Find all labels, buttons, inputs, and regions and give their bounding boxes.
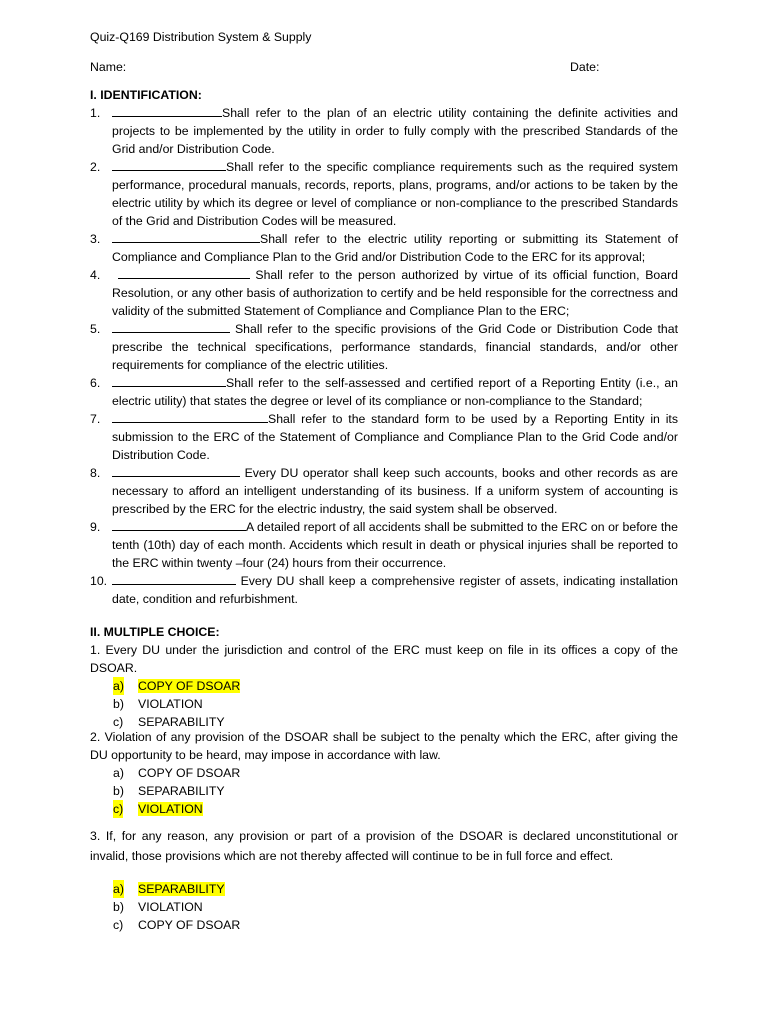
item-text: A detailed report of all accidents shall be submitted to the ERC on or before the tenth (10th) day of each month. Accidents which result in death or physical injuries shall be reported to the ERC within twenty –four (24) hours from their occurrence. <box>112 520 678 570</box>
page-title: Quiz-Q169 Distribution System & Supply <box>90 30 312 44</box>
question-text: 2. Violation of any provision of the DSOAR shall be subject to the penalty which the ERC, after giving the DU opportunity to be heard, may impose in accordance with law. <box>90 730 678 762</box>
identification-item <box>90 320 678 374</box>
option-label: COPY OF DSOAR <box>138 918 241 932</box>
mc-question <box>90 641 678 731</box>
identification-item <box>90 518 678 572</box>
option-label: SEPARABILITY <box>138 882 225 896</box>
option-label: SEPARABILITY <box>138 715 225 729</box>
option-label: VIOLATION <box>138 802 203 816</box>
item-text: Every DU shall keep a comprehensive register of assets, indicating installation date, condition and refurbishment. <box>112 574 678 606</box>
item-number: 2. <box>90 160 101 174</box>
item-number: 1. <box>90 106 101 120</box>
multiple-choice-heading: II. MULTIPLE CHOICE: <box>90 625 220 639</box>
answer-blank <box>118 266 250 279</box>
option-letter: c) <box>113 802 124 816</box>
answer-blank <box>112 464 240 477</box>
item-number: 10. <box>90 574 108 588</box>
identification-item <box>90 266 678 320</box>
answer-blank <box>112 158 226 171</box>
question-text: 1. Every DU under the jurisdiction and control of the ERC must keep on file in its offices a copy of the DSOAR. <box>90 643 678 675</box>
answer-blank <box>112 230 260 243</box>
item-text: Shall refer to the specific compliance requirements such as the required system performance, procedural manuals, records, reports, plans, programs, and/or actions to be taken by the electric utility by which its degree or level of compliance or non-compliance to the prescribed Standards of the Grid and Distribution Codes will be measured. <box>112 160 678 228</box>
option-c <box>90 916 678 934</box>
mc-question <box>90 826 678 934</box>
identification-item <box>90 158 678 230</box>
identification-item <box>90 464 678 518</box>
item-number: 9. <box>90 520 101 534</box>
option-b <box>90 782 678 800</box>
item-text: Shall refer to the standard form to be used by a Reporting Entity in its submission to the ERC of the Statement of Compliance and Compliance Plan to the Grid Code and/or Distribution Code. <box>112 412 678 462</box>
date-label: Date: <box>570 60 600 74</box>
answer-blank <box>112 410 268 423</box>
item-number: 8. <box>90 466 101 480</box>
option-label: SEPARABILITY <box>138 784 225 798</box>
item-text: Shall refer to the specific provisions of the Grid Code or Distribution Code that prescribe the technical specifications, performance standards, financial standards, and/or other requirements for compliance of the electric utilities. <box>112 322 678 372</box>
item-text: Every DU operator shall keep such accounts, books and other records as are necessary to afford an intelligent understanding of its business. If a uniform system of accounting is prescribed by the ERC for the electric industry, the said system shall be observed. <box>112 466 678 516</box>
answer-blank <box>112 320 230 333</box>
question-text: 3. If, for any reason, any provision or part of a provision of the DSOAR is declared unconstitutional or invalid, those provisions which are not thereby affected will continue to be in full force and effect. <box>90 829 678 863</box>
option-letter: a) <box>113 766 124 780</box>
option-a <box>90 677 678 695</box>
answer-blank <box>112 518 246 531</box>
item-number: 6. <box>90 376 101 390</box>
option-b <box>90 898 678 916</box>
answer-blank <box>112 374 226 387</box>
identification-item <box>90 410 678 464</box>
option-letter: c) <box>113 715 124 729</box>
option-a <box>90 764 678 782</box>
option-a <box>90 880 678 898</box>
identification-item <box>90 572 678 608</box>
identification-item <box>90 374 678 410</box>
identification-item <box>90 104 678 158</box>
option-letter: b) <box>113 784 124 798</box>
item-text: Shall refer to the plan of an electric utility containing the definite activities and projects to be implemented by the utility in order to fully comply with the prescribed Standards of the Grid and/or Distribution Code. <box>112 106 678 156</box>
item-text: Shall refer to the electric utility reporting or submitting its Statement of Compliance and Compliance Plan to the Grid and/or Distribution Code to the ERC for its approval; <box>112 232 678 264</box>
identification-heading: I. IDENTIFICATION: <box>90 88 202 102</box>
option-letter: a) <box>113 882 124 896</box>
answer-blank <box>112 104 222 117</box>
item-text: Shall refer to the self-assessed and certified report of a Reporting Entity (i.e., an electric utility) that states the degree or level of its compliance or non-compliance to the Standard; <box>112 376 678 408</box>
item-number: 4. <box>90 268 101 282</box>
mc-question <box>90 728 678 818</box>
item-number: 7. <box>90 412 101 426</box>
option-label-highlighted <box>138 679 240 693</box>
option-b <box>90 695 678 713</box>
option-label: VIOLATION <box>138 697 203 711</box>
item-text: Shall refer to the person authorized by virtue of its official function, Board Resolution, or any other basis of authorization to certify and be held responsible for the correctness and validity of the submitted Statement of Compliance and Compliance Plan to the ERC; <box>112 268 679 318</box>
answer-blank <box>112 572 236 585</box>
identification-list <box>90 104 678 608</box>
identification-item <box>90 230 678 266</box>
option-label: COPY OF DSOAR <box>138 766 241 780</box>
option-letter: b) <box>113 900 124 914</box>
option-label: COPY OF DSOAR <box>138 679 241 693</box>
option-letter: a) <box>113 679 124 693</box>
option-letter: b) <box>113 697 124 711</box>
name-label: Name: <box>90 60 127 74</box>
option-letter: c) <box>113 918 124 932</box>
option-c <box>90 800 678 818</box>
spacer <box>90 866 678 880</box>
option-label: VIOLATION <box>138 900 203 914</box>
item-number: 5. <box>90 322 101 336</box>
item-number: 3. <box>90 232 101 246</box>
